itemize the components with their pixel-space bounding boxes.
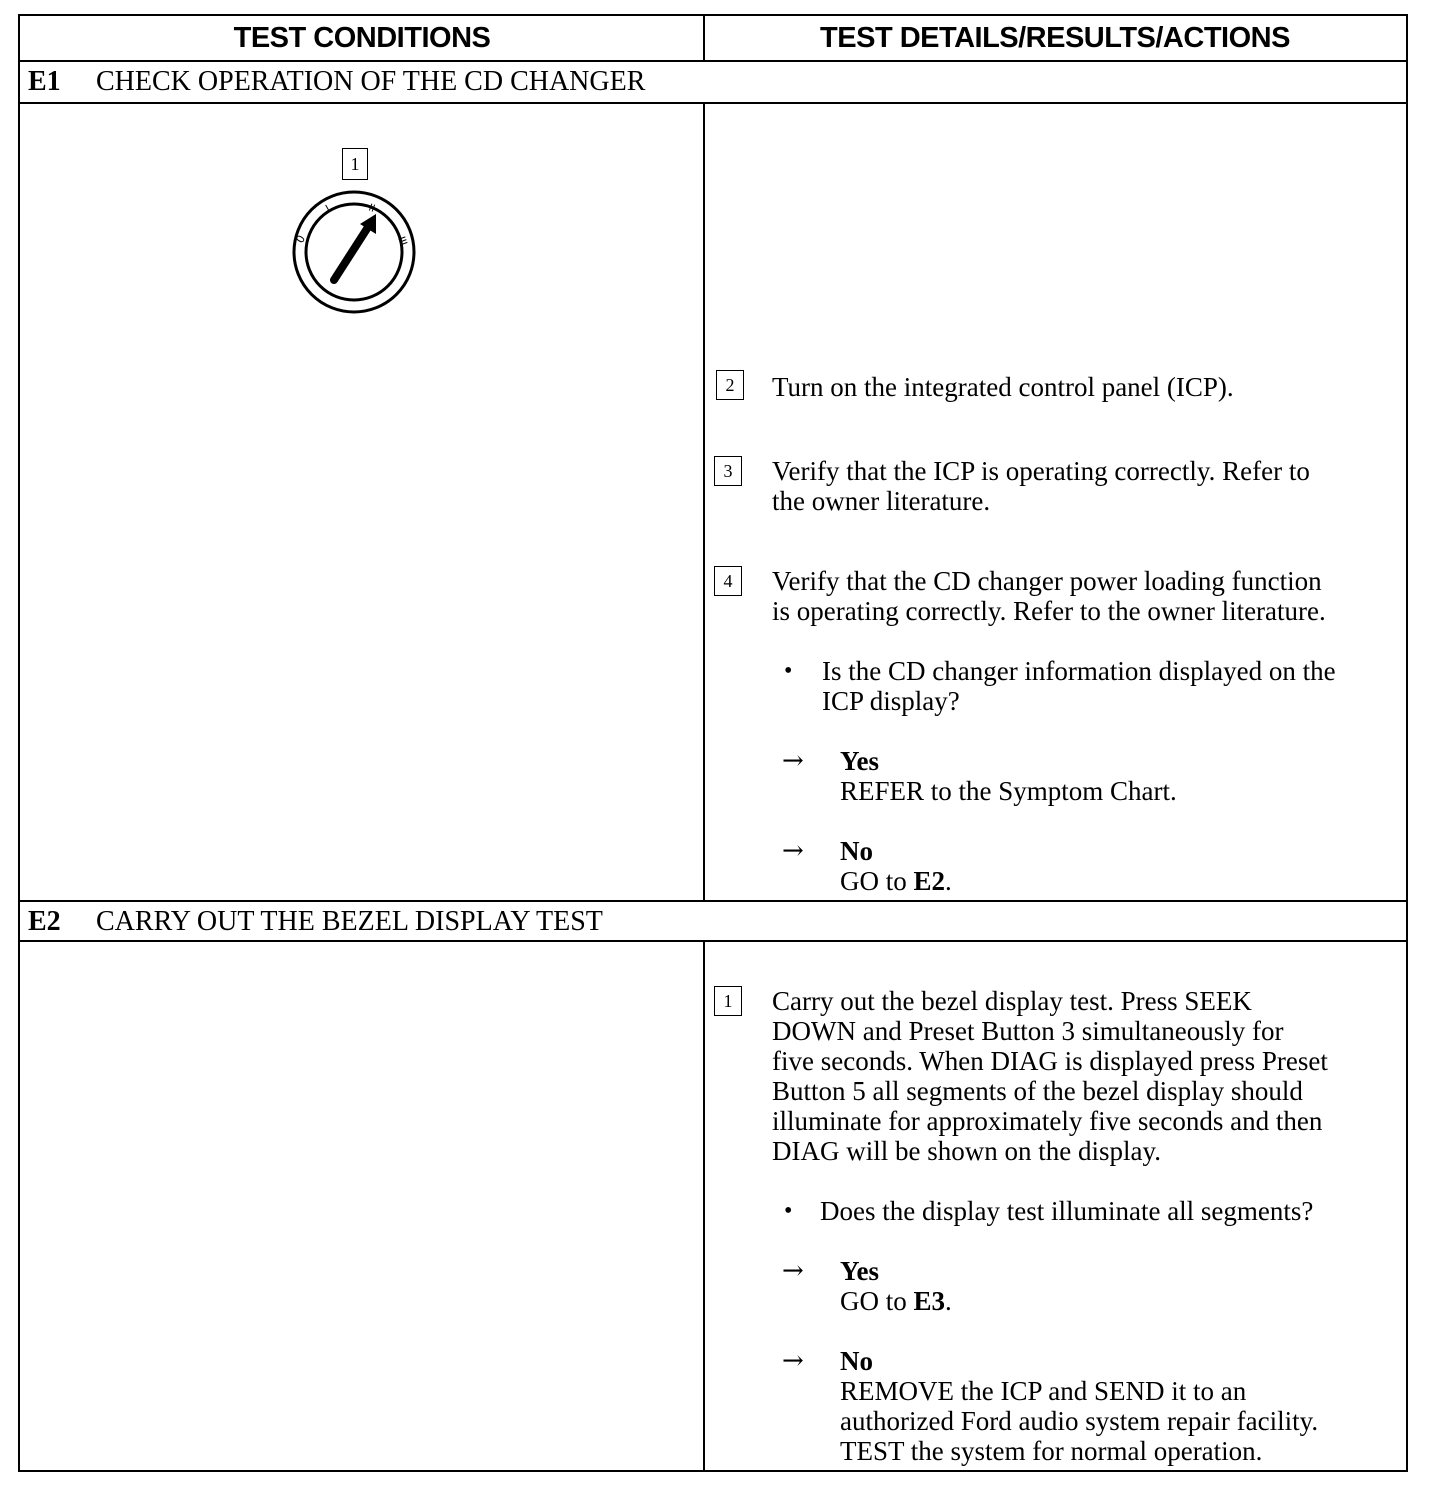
bullet-icon: • [784,1198,793,1224]
header-test-details: TEST DETAILS/RESULTS/ACTIONS [704,16,1406,62]
answer-action [840,866,952,896]
answer-label: No [840,836,873,866]
answer-label: Yes [840,746,879,776]
answer-action-suffix: . [945,1286,952,1316]
arrow-icon: → [782,746,804,776]
question-text [822,656,1336,716]
arrow-icon: → [782,836,804,866]
column-divider [703,102,705,900]
step-text [772,456,1310,516]
section-title-e1 [28,66,645,98]
step-text-line: Button 5 all segments of the bezel display should [772,1076,1303,1106]
answer-label: Yes [840,1256,879,1286]
switch-position-1: I [324,203,333,215]
diagnostic-table [18,14,1408,1472]
answer-action-text: GO to [840,866,914,896]
step-number-box: 4 [714,566,742,596]
step-text: Turn on the integrated control panel (ICP). [772,372,1234,402]
step-number-box: 1 [714,986,742,1016]
arrow-icon: → [782,1256,804,1286]
step-text-line: is operating correctly. Refer to the owner literature. [772,596,1326,626]
step-text-line: Carry out the bezel display test. Press SEEK [772,986,1252,1016]
section-name-e1: CHECK OPERATION OF THE CD CHANGER [96,66,646,97]
answer-no [840,836,952,896]
header-test-conditions: TEST CONDITIONS [20,16,704,62]
question-line: ICP display? [822,686,960,716]
section-title-e2 [28,906,603,938]
bullet-icon: • [784,658,793,684]
answer-action-ref: E3 [913,1286,946,1316]
ignition-switch-icon [288,186,424,316]
answer-action-ref: E2 [913,866,946,896]
step-number-box: 2 [716,370,744,400]
section-name-e2: CARRY OUT THE BEZEL DISPLAY TEST [96,906,603,937]
answer-label: No [840,1346,873,1376]
step-text [772,566,1326,626]
question-line: Is the CD changer information displayed on the [822,656,1336,686]
answer-action-line: TEST the system for normal operation. [840,1436,1263,1466]
step-text-line: DOWN and Preset Button 3 simultaneously for [772,1016,1284,1046]
column-divider [703,940,705,1470]
answer-action-suffix: . [945,866,952,896]
step-text-line: illuminate for approximately five seconds and then [772,1106,1323,1136]
figure-step-number: 1 [342,148,368,180]
step-text-line: Verify that the ICP is operating correctly. Refer to [772,456,1310,486]
row-divider [20,102,1406,104]
step-text-line: DIAG will be shown on the display. [772,1136,1161,1166]
answer-action-line: authorized Ford audio system repair facility. [840,1406,1319,1436]
row-divider [20,940,1406,942]
answer-action [840,1286,952,1316]
answer-action-line: REMOVE the ICP and SEND it to an [840,1376,1247,1406]
answer-action-text: GO to [840,1286,914,1316]
answer-yes [840,1256,952,1316]
arrow-icon: → [782,1346,804,1376]
step-text-line: five seconds. When DIAG is displayed press Preset [772,1046,1328,1076]
answer-no [840,1346,1318,1466]
question-text: Does the display test illuminate all segments? [820,1196,1314,1226]
section-code-e1: E1 [28,66,61,97]
section-code-e2: E2 [28,906,61,937]
switch-position-3: III [395,235,409,248]
switch-position-2: II [366,202,377,215]
answer-action: REFER to the Symptom Chart. [840,776,1177,806]
row-divider [20,900,1406,902]
answer-yes [840,746,1177,806]
step-text-line: Verify that the CD changer power loading function [772,566,1322,596]
switch-position-0: 0 [293,232,309,246]
step-number-box: 3 [714,456,742,486]
step-text [772,986,1328,1166]
column-divider [703,16,705,62]
step-text-line: the owner literature. [772,486,991,516]
